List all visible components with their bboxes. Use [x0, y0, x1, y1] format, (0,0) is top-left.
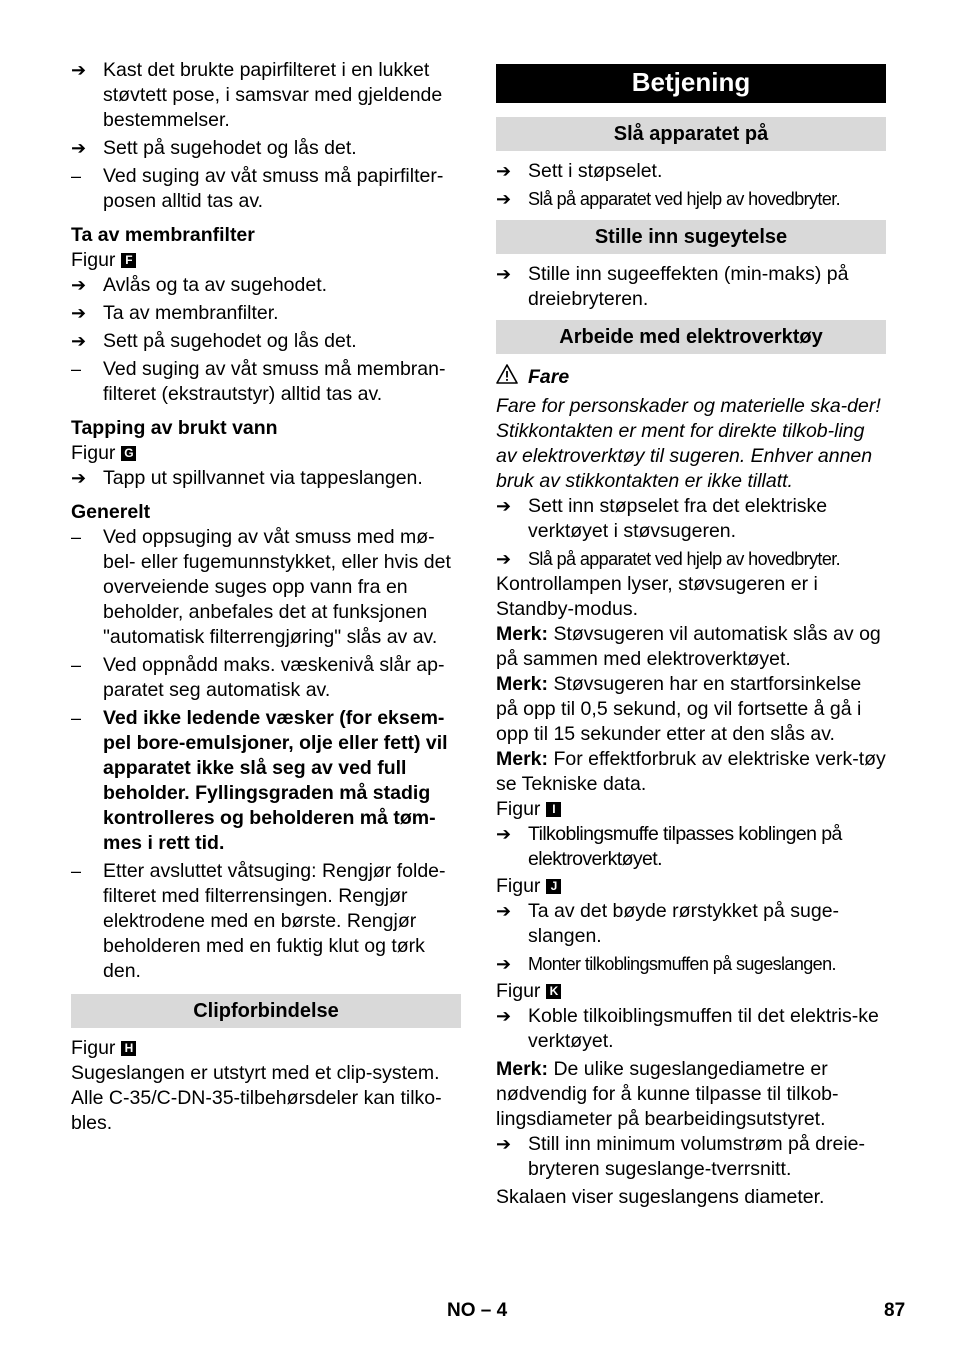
- section-band-stille-inn-sugeytelse: Stille inn sugeytelse: [496, 220, 886, 254]
- figure-letter-badge: I: [546, 802, 561, 817]
- note-label: Merk:: [496, 623, 549, 645]
- right-column: [496, 58, 886, 1210]
- list-item: [71, 466, 461, 491]
- left-column: [71, 58, 461, 1136]
- list-item: [496, 952, 886, 977]
- arrow-marker: ➔: [71, 60, 87, 80]
- chapter-title: Betjening: [496, 64, 886, 103]
- section-heading-membranfilter: Ta av membranfilter: [71, 224, 255, 246]
- figure-reference: [496, 797, 886, 822]
- arrow-marker: ➔: [496, 264, 512, 284]
- paragraph-skala: Skalaen viser sugeslangens diameter.: [496, 1186, 825, 1208]
- note-paragraph: [496, 1057, 886, 1132]
- warning-triangle-icon: [496, 364, 528, 391]
- list-item-text: Ved oppsuging av våt smuss med mø-bel- eller fugemunnstykket, eller hvis det overveiende suges opp vann fra en beholder, anbefales det at funksjonen "automatisk filterrengjøring" slås av av.: [103, 526, 451, 648]
- list-item-text: Sett inn støpselet fra det elektriske verktøyet i støvsugeren.: [528, 495, 828, 542]
- list-item-text: Still inn minimum volumstrøm på dreie-bryteren sugeslange-tverrsnitt.: [528, 1133, 865, 1180]
- section-heading-generelt: Generelt: [71, 501, 151, 523]
- list-item: [71, 653, 461, 703]
- figure-reference: [496, 874, 886, 899]
- figure-letter-badge: G: [121, 446, 136, 461]
- list-item: [496, 494, 886, 544]
- list-item: [496, 1004, 886, 1054]
- section-band-sla-apparatet-pa: Slå apparatet på: [496, 117, 886, 151]
- figure-label: Figur: [71, 249, 116, 271]
- note-paragraph: [496, 672, 886, 747]
- arrow-marker: ➔: [496, 824, 512, 844]
- note-label: Merk:: [496, 673, 549, 695]
- section-band-arbeide-med-elektroverktoy: Arbeide med elektroverktøy: [496, 320, 886, 354]
- figure-label: Figur: [496, 980, 541, 1002]
- note-text: Støvsugeren har en startforsinkelse på opp til 0,5 sekund, og vil fortsette å gå i opp til 15 sekunder etter at den slås av.: [496, 673, 862, 745]
- list-item-text: Avlås og ta av sugehodet.: [103, 274, 328, 296]
- list-item: [496, 899, 886, 949]
- list-item-text: Etter avsluttet våtsuging: Rengjør folde-filteret med filterrensingen. Rengjør elektrodene med en børste. Rengjør beholderen med en fuktig klut og tørk den.: [103, 860, 446, 982]
- list-item: [496, 547, 886, 572]
- list-item-text: Ta av det bøyde rørstykket på suge-slangen.: [528, 900, 840, 947]
- list-item: [71, 58, 461, 133]
- dash-marker: –: [71, 708, 82, 728]
- arrow-marker: ➔: [71, 275, 87, 295]
- note-text: De ulike sugeslangediametre er nødvendig for å kunne tilpasse til tilkob-lingsdiameter på bearbeidingsutstyret.: [496, 1058, 839, 1130]
- figure-reference: [71, 1036, 461, 1061]
- list-item-text: Ved suging av våt smuss må membran-filteret (ekstrautstyr) alltid tas av.: [103, 358, 446, 405]
- list-item-text: Monter tilkoblingsmuffen på sugeslangen.: [528, 954, 836, 974]
- dash-marker: –: [71, 527, 82, 547]
- list-item: [71, 706, 461, 856]
- list-item: [71, 357, 461, 407]
- arrow-marker: ➔: [71, 303, 87, 323]
- list-item-text: Stille inn sugeeffekten (min-maks) på dreiebryteren.: [528, 263, 849, 310]
- arrow-marker: ➔: [496, 549, 512, 569]
- list-item-text: Ved oppnådd maks. væskenivå slår ap-paratet seg automatisk av.: [103, 654, 445, 701]
- list-item: [496, 187, 886, 212]
- figure-label: Figur: [496, 875, 541, 897]
- list-item-text: Tapp ut spillvannet via tappeslangen.: [103, 467, 423, 489]
- paragraph-kontrollampe: Kontrollampen lyser, støvsugeren er i Standby-modus.: [496, 573, 818, 620]
- list-item-text: Slå på apparatet ved hjelp av hovedbryter.: [528, 549, 841, 569]
- figure-reference: [71, 441, 461, 466]
- note-label: Merk:: [496, 748, 549, 770]
- page-number: 87: [884, 1300, 906, 1321]
- list-item-text-bold: Ved ikke ledende væsker (for eksem-pel bore-emulsjoner, olje eller fett) vil apparatet ikke slå seg av ved full beholder. Fyllingsgraden må stadig kontrolleres og beholderen må tøm-mes i rett tid.: [103, 707, 448, 854]
- section-heading-tapping: Tapping av brukt vann: [71, 417, 278, 439]
- list-item-text: Ta av membranfilter.: [103, 302, 279, 324]
- list-item: [71, 273, 461, 298]
- list-item-text: Tilkoblingsmuffe tilpasses koblingen på elektroverktøyet.: [528, 823, 842, 870]
- list-item: [71, 859, 461, 984]
- figure-letter-badge: K: [546, 984, 561, 999]
- arrow-marker: ➔: [496, 901, 512, 921]
- list-item-text: Ved suging av våt smuss må papirfilter-posen alltid tas av.: [103, 165, 444, 212]
- list-item: [71, 301, 461, 326]
- paragraph: Sugeslangen er utstyrt med et clip-system. Alle C-35/C-DN-35-tilbehørsdeler kan tilko-bles.: [71, 1062, 442, 1134]
- note-text: For effektforbruk av elektriske verk-tøy se Tekniske data.: [496, 748, 886, 795]
- note-label: Merk:: [496, 1058, 549, 1080]
- list-item-text: Slå på apparatet ved hjelp av hovedbryter.: [528, 189, 841, 209]
- footer-section-label: NO – 4: [447, 1300, 508, 1321]
- arrow-marker: ➔: [496, 1134, 512, 1154]
- warning-heading: [496, 364, 886, 391]
- warning-label: Fare: [528, 366, 570, 388]
- list-item-text: Sett i støpselet.: [528, 160, 663, 182]
- figure-label: Figur: [71, 1037, 116, 1059]
- list-item: [496, 1132, 886, 1182]
- warning-text: Fare for personskader og materielle ska-der! Stikkontakten er ment for direkte tilkob-ling av elektroverktøy til sugeren. Enhver annen bruk av stikkontakten er ikke tillatt.: [496, 395, 881, 492]
- list-item: [71, 164, 461, 214]
- dash-marker: –: [71, 861, 82, 881]
- figure-letter-badge: F: [121, 253, 136, 268]
- note-paragraph: [496, 747, 886, 797]
- figure-letter-badge: H: [121, 1041, 136, 1056]
- figure-reference: [71, 248, 461, 273]
- list-item: [496, 159, 886, 184]
- list-item: [496, 822, 886, 872]
- note-paragraph: [496, 622, 886, 672]
- list-item-text: Koble tilkoiblingsmuffen til det elektris-ke verktøyet.: [528, 1005, 879, 1052]
- dash-marker: –: [71, 655, 82, 675]
- arrow-marker: ➔: [496, 1006, 512, 1026]
- list-item-text: Kast det brukte papirfilteret i en lukket støvtett pose, i samsvar med gjeldende bestemmelser.: [103, 59, 443, 131]
- figure-label: Figur: [71, 442, 116, 464]
- list-item-text: Sett på sugehodet og lås det.: [103, 330, 357, 352]
- arrow-marker: ➔: [71, 331, 87, 351]
- figure-letter-badge: J: [546, 879, 561, 894]
- arrow-marker: ➔: [496, 954, 512, 974]
- list-item: [71, 329, 461, 354]
- arrow-marker: ➔: [71, 468, 87, 488]
- list-item: [71, 525, 461, 650]
- dash-marker: –: [71, 166, 82, 186]
- dash-marker: –: [71, 359, 82, 379]
- section-band-clipforbindelse: Clipforbindelse: [71, 994, 461, 1028]
- list-item: [496, 262, 886, 312]
- arrow-marker: ➔: [496, 161, 512, 181]
- arrow-marker: ➔: [71, 138, 87, 158]
- figure-reference: [496, 979, 886, 1004]
- figure-label: Figur: [496, 798, 541, 820]
- note-text: Støvsugeren vil automatisk slås av og på sammen med elektroverktøyet.: [496, 623, 881, 670]
- arrow-marker: ➔: [496, 496, 512, 516]
- arrow-marker: ➔: [496, 189, 512, 209]
- list-item: [71, 136, 461, 161]
- list-item-text: Sett på sugehodet og lås det.: [103, 137, 357, 159]
